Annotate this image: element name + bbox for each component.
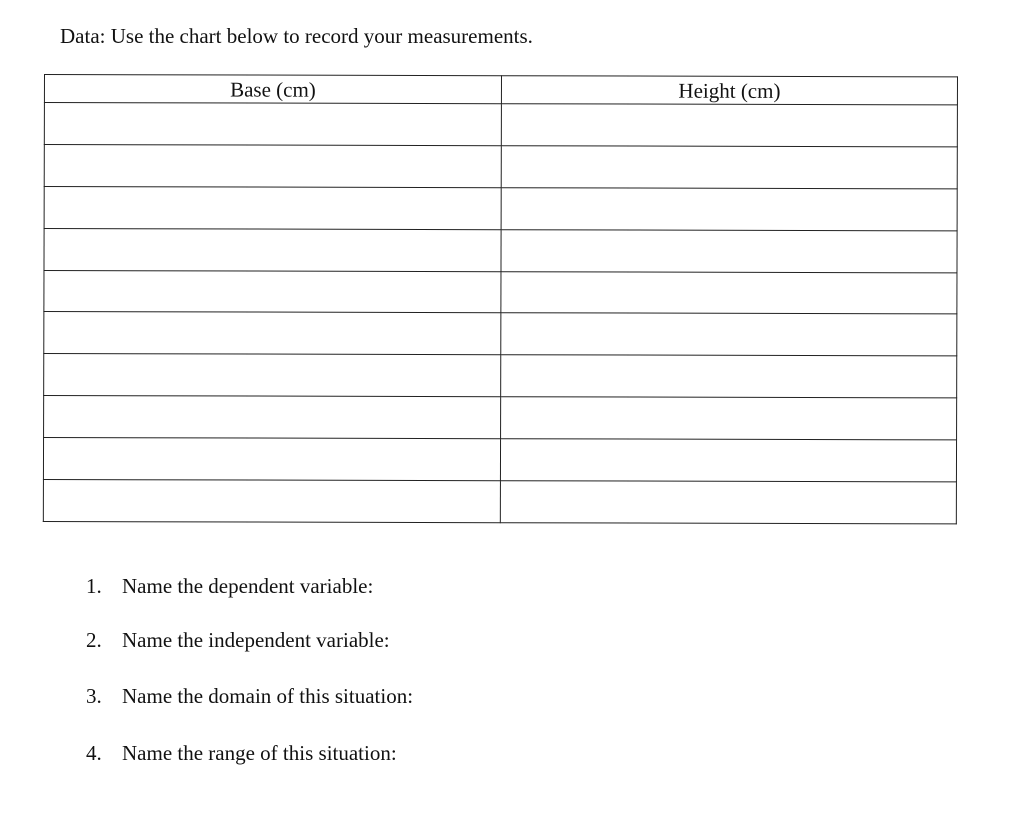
question-item <box>86 626 390 654</box>
table-row <box>44 144 957 188</box>
base-cell[interactable] <box>44 396 501 439</box>
height-cell[interactable] <box>501 146 957 189</box>
base-cell[interactable] <box>44 228 501 271</box>
question-text: Name the independent variable: <box>122 628 390 652</box>
height-cell[interactable] <box>501 229 957 272</box>
base-cell[interactable] <box>44 144 501 187</box>
height-cell[interactable] <box>500 481 956 524</box>
question-text: Name the range of this situation: <box>122 741 397 765</box>
table-row <box>44 228 957 272</box>
table-row <box>44 103 957 147</box>
question-number: 3. <box>86 684 102 708</box>
base-cell[interactable] <box>43 480 500 523</box>
question-item <box>86 682 413 710</box>
measurement-table <box>43 74 958 524</box>
table-row <box>44 186 957 230</box>
table-row <box>44 270 957 314</box>
column-header-base: Base (cm) <box>44 75 501 104</box>
height-cell[interactable] <box>501 104 957 147</box>
height-cell[interactable] <box>501 355 957 398</box>
table-header-row <box>44 75 957 105</box>
column-header-height: Height (cm) <box>501 76 957 105</box>
question-number: 4. <box>86 741 102 765</box>
table-row <box>43 438 956 482</box>
height-cell[interactable] <box>500 439 956 482</box>
height-cell[interactable] <box>501 271 957 314</box>
question-item <box>86 739 397 767</box>
question-text: Name the dependent variable: <box>122 574 374 598</box>
table-body <box>43 103 957 524</box>
table-row <box>44 312 957 356</box>
height-cell[interactable] <box>501 397 957 440</box>
base-cell[interactable] <box>44 186 501 229</box>
table-row <box>44 354 957 398</box>
base-cell[interactable] <box>44 312 501 355</box>
height-cell[interactable] <box>501 187 957 230</box>
question-item <box>86 572 373 600</box>
base-cell[interactable] <box>43 438 500 481</box>
question-text: Name the domain of this situation: <box>122 684 414 708</box>
height-cell[interactable] <box>501 313 957 356</box>
question-number: 1. <box>86 574 102 598</box>
base-cell[interactable] <box>44 270 501 313</box>
base-cell[interactable] <box>44 354 501 397</box>
table-row <box>43 480 956 524</box>
instruction-text: Data: Use the chart below to record your measurements. <box>60 24 533 48</box>
base-cell[interactable] <box>44 103 501 146</box>
table-row <box>44 396 957 440</box>
question-number: 2. <box>86 628 102 652</box>
